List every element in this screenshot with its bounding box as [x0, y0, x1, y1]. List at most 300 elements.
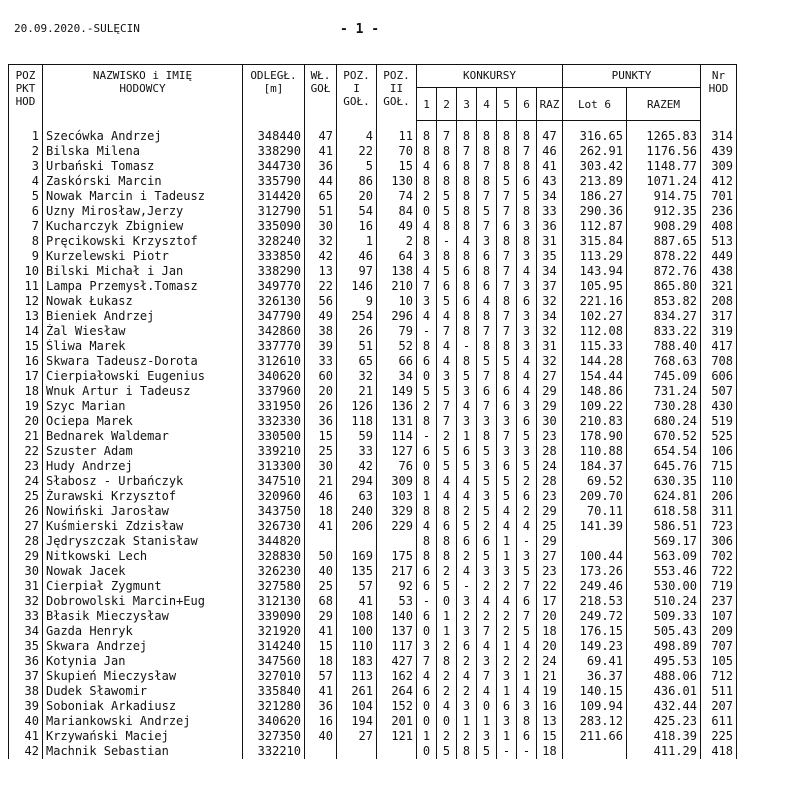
- cell-k3: 8: [457, 354, 477, 369]
- cell-k1: 2: [417, 399, 437, 414]
- cell-lot6: 112.08: [563, 324, 627, 339]
- cell-k5: 8: [497, 339, 517, 354]
- cell-name: Nowiński Jarosław: [43, 504, 243, 519]
- cell-k4: 5: [477, 444, 497, 459]
- cell-lot6: 221.16: [563, 294, 627, 309]
- cell-k4: 6: [477, 249, 497, 264]
- table-row: [9, 654, 737, 669]
- cell-pos1: 294: [337, 474, 377, 489]
- cell-k3: 8: [457, 309, 477, 324]
- cell-nr-hod: 412: [701, 174, 737, 189]
- cell-razem: 654.54: [627, 444, 701, 459]
- cell-k2: 2: [437, 429, 457, 444]
- cell-k3: 3: [457, 384, 477, 399]
- cell-lot6: 105.95: [563, 279, 627, 294]
- cell-birds: 15: [305, 429, 337, 444]
- cell-distance: 335840: [243, 684, 305, 699]
- col-header-poz-text: POZ PKT HOD: [15, 69, 36, 108]
- col-header-dist-text: ODLEGŁ. [m]: [250, 69, 297, 95]
- cell-position: 9: [9, 249, 43, 264]
- cell-pos2: 92: [377, 579, 417, 594]
- cell-pos1: 126: [337, 399, 377, 414]
- table-row: [9, 714, 737, 729]
- cell-k6: 2: [517, 654, 537, 669]
- cell-position: 33: [9, 609, 43, 624]
- cell-name: Kurzelewski Piotr: [43, 249, 243, 264]
- cell-lot6: [563, 534, 627, 549]
- cell-k6: 6: [517, 489, 537, 504]
- cell-birds: 18: [305, 654, 337, 669]
- cell-pos2: 264: [377, 684, 417, 699]
- cell-pos2: 121: [377, 729, 417, 744]
- cell-position: 25: [9, 489, 43, 504]
- cell-position: 24: [9, 474, 43, 489]
- cell-k6: 2: [517, 504, 537, 519]
- cell-k1: 3: [417, 294, 437, 309]
- cell-nr-hod: 719: [701, 579, 737, 594]
- cell-k5: 7: [497, 264, 517, 279]
- cell-name: Bilski Michał i Jan: [43, 264, 243, 279]
- cell-kraz: 15: [537, 729, 563, 744]
- table-row: [9, 459, 737, 474]
- cell-pos2: 175: [377, 549, 417, 564]
- cell-k2: 5: [437, 459, 457, 474]
- cell-nr-hod: 606: [701, 369, 737, 384]
- col-header-dist: [243, 65, 305, 121]
- cell-k2: 5: [437, 384, 457, 399]
- cell-k4: 7: [477, 219, 497, 234]
- cell-k2: 7: [437, 399, 457, 414]
- table-row: [9, 549, 737, 564]
- cell-k2: 5: [437, 204, 457, 219]
- cell-birds: 18: [305, 504, 337, 519]
- cell-pos1: 20: [337, 189, 377, 204]
- cell-k6: 6: [517, 174, 537, 189]
- cell-position: 7: [9, 219, 43, 234]
- cell-name: Bednarek Waldemar: [43, 429, 243, 444]
- cell-k2: 3: [437, 369, 457, 384]
- cell-k5: 3: [497, 714, 517, 729]
- cell-k4: 3: [477, 234, 497, 249]
- cell-k1: 8: [417, 414, 437, 429]
- table-row: [9, 579, 737, 594]
- cell-k6: 3: [517, 279, 537, 294]
- cell-lot6: 113.29: [563, 249, 627, 264]
- cell-razem: 1176.56: [627, 144, 701, 159]
- cell-razem: 731.24: [627, 384, 701, 399]
- cell-name: Zaskórski Marcin: [43, 174, 243, 189]
- col-header-konkursy: KONKURSY: [417, 65, 563, 88]
- cell-name: Cierpiał Zygmunt: [43, 579, 243, 594]
- cell-lot6: 69.41: [563, 654, 627, 669]
- cell-kraz: 18: [537, 744, 563, 759]
- cell-pos1: 240: [337, 504, 377, 519]
- cell-distance: 312610: [243, 354, 305, 369]
- cell-k4: 7: [477, 369, 497, 384]
- cell-k2: 8: [437, 534, 457, 549]
- cell-distance: 326730: [243, 519, 305, 534]
- cell-pos2: [377, 744, 417, 759]
- cell-k2: 7: [437, 121, 457, 145]
- cell-pos2: 15: [377, 159, 417, 174]
- cell-lot6: 176.15: [563, 624, 627, 639]
- cell-birds: 36: [305, 159, 337, 174]
- cell-razem: 833.22: [627, 324, 701, 339]
- cell-position: 22: [9, 444, 43, 459]
- cell-birds: 40: [305, 729, 337, 744]
- cell-nr-hod: 306: [701, 534, 737, 549]
- cell-k6: 3: [517, 324, 537, 339]
- cell-lot6: 209.70: [563, 489, 627, 504]
- cell-razem: 505.43: [627, 624, 701, 639]
- cell-kraz: 22: [537, 579, 563, 594]
- cell-k2: 8: [437, 219, 457, 234]
- cell-kraz: 27: [537, 369, 563, 384]
- cell-birds: 21: [305, 474, 337, 489]
- cell-lot6: 303.42: [563, 159, 627, 174]
- cell-k4: 4: [477, 639, 497, 654]
- cell-k4: 8: [477, 144, 497, 159]
- cell-k5: 8: [497, 121, 517, 145]
- cell-nr-hod: 701: [701, 189, 737, 204]
- cell-pos1: 135: [337, 564, 377, 579]
- cell-pos1: 63: [337, 489, 377, 504]
- cell-name: Skwara Andrzej: [43, 639, 243, 654]
- cell-pos2: 2: [377, 234, 417, 249]
- cell-k1: 6: [417, 354, 437, 369]
- cell-position: 18: [9, 384, 43, 399]
- results-body: [9, 121, 737, 760]
- cell-nr-hod: 105: [701, 654, 737, 669]
- cell-distance: 337960: [243, 384, 305, 399]
- cell-position: 4: [9, 174, 43, 189]
- cell-k2: 5: [437, 189, 457, 204]
- cell-kraz: 29: [537, 384, 563, 399]
- cell-k5: 6: [497, 219, 517, 234]
- cell-name: Cierpiałowski Eugenius: [43, 369, 243, 384]
- cell-distance: 321920: [243, 624, 305, 639]
- cell-birds: 39: [305, 339, 337, 354]
- cell-lot6: 112.87: [563, 219, 627, 234]
- cell-pos1: 169: [337, 549, 377, 564]
- table-row: [9, 339, 737, 354]
- cell-razem: 510.24: [627, 594, 701, 609]
- cell-name: Soboniak Arkadiusz: [43, 699, 243, 714]
- cell-name: Śliwa Marek: [43, 339, 243, 354]
- cell-razem: 432.44: [627, 699, 701, 714]
- col-header-wl: [305, 65, 337, 121]
- cell-name: Dobrowolski Marcin+Eug: [43, 594, 243, 609]
- cell-birds: [305, 534, 337, 549]
- cell-nr-hod: 715: [701, 459, 737, 474]
- cell-k6: 5: [517, 429, 537, 444]
- cell-k3: 5: [457, 459, 477, 474]
- cell-k5: 1: [497, 639, 517, 654]
- cell-pos2: 76: [377, 459, 417, 474]
- cell-k3: 2: [457, 729, 477, 744]
- cell-lot6: 184.37: [563, 459, 627, 474]
- cell-birds: 68: [305, 594, 337, 609]
- cell-k6: 4: [517, 384, 537, 399]
- cell-k2: 1: [437, 624, 457, 639]
- cell-distance: 339210: [243, 444, 305, 459]
- table-row: [9, 121, 737, 145]
- cell-kraz: 29: [537, 399, 563, 414]
- cell-pos1: 57: [337, 579, 377, 594]
- cell-k1: 4: [417, 159, 437, 174]
- cell-birds: 33: [305, 354, 337, 369]
- cell-pos1: 54: [337, 204, 377, 219]
- cell-k4: 5: [477, 549, 497, 564]
- cell-razem: 624.81: [627, 489, 701, 504]
- cell-k6: 6: [517, 294, 537, 309]
- cell-pos1: 254: [337, 309, 377, 324]
- cell-k5: 1: [497, 534, 517, 549]
- cell-name: Uzny Mirosław,Jerzy: [43, 204, 243, 219]
- cell-lot6: 173.26: [563, 564, 627, 579]
- cell-k3: 3: [457, 624, 477, 639]
- cell-pos2: 152: [377, 699, 417, 714]
- cell-k2: 8: [437, 549, 457, 564]
- cell-razem: 878.22: [627, 249, 701, 264]
- cell-pos1: 104: [337, 699, 377, 714]
- cell-position: 38: [9, 684, 43, 699]
- cell-razem: 495.53: [627, 654, 701, 669]
- cell-birds: 41: [305, 519, 337, 534]
- cell-k2: 0: [437, 594, 457, 609]
- cell-distance: 327010: [243, 669, 305, 684]
- cell-k2: 5: [437, 444, 457, 459]
- cell-pos2: 11: [377, 121, 417, 145]
- cell-k4: 3: [477, 414, 497, 429]
- cell-k5: 1: [497, 729, 517, 744]
- cell-nr-hod: 206: [701, 489, 737, 504]
- cell-pos2: 79: [377, 324, 417, 339]
- cell-k3: 2: [457, 684, 477, 699]
- cell-distance: 328830: [243, 549, 305, 564]
- cell-k6: 6: [517, 594, 537, 609]
- cell-nr-hod: 236: [701, 204, 737, 219]
- cell-name: Szecówka Andrzej: [43, 121, 243, 145]
- cell-pos1: 21: [337, 384, 377, 399]
- cell-k4: 5: [477, 204, 497, 219]
- cell-lot6: 315.84: [563, 234, 627, 249]
- cell-k1: 0: [417, 744, 437, 759]
- cell-distance: 332210: [243, 744, 305, 759]
- cell-nr-hod: 311: [701, 504, 737, 519]
- cell-lot6: 210.83: [563, 414, 627, 429]
- cell-kraz: 19: [537, 684, 563, 699]
- cell-k1: 6: [417, 579, 437, 594]
- cell-k2: -: [437, 234, 457, 249]
- cell-razem: 865.80: [627, 279, 701, 294]
- cell-k4: 8: [477, 429, 497, 444]
- cell-lot6: 148.86: [563, 384, 627, 399]
- cell-k3: 2: [457, 504, 477, 519]
- cell-position: 23: [9, 459, 43, 474]
- cell-pos1: 16: [337, 219, 377, 234]
- cell-name: Nitkowski Lech: [43, 549, 243, 564]
- cell-nr-hod: 519: [701, 414, 737, 429]
- cell-birds: 41: [305, 684, 337, 699]
- cell-lot6: 109.22: [563, 399, 627, 414]
- cell-lot6: 70.11: [563, 504, 627, 519]
- cell-k2: 7: [437, 414, 457, 429]
- table-row: [9, 309, 737, 324]
- cell-k6: 6: [517, 729, 537, 744]
- cell-k6: 3: [517, 399, 537, 414]
- cell-name: Błasik Mieczysław: [43, 609, 243, 624]
- cell-k5: 8: [497, 234, 517, 249]
- cell-name: Jędryszczak Stanisław: [43, 534, 243, 549]
- cell-kraz: 41: [537, 159, 563, 174]
- table-row: [9, 729, 737, 744]
- cell-position: 1: [9, 121, 43, 145]
- cell-k1: -: [417, 594, 437, 609]
- cell-k1: 2: [417, 189, 437, 204]
- cell-position: 30: [9, 564, 43, 579]
- cell-k2: 1: [437, 609, 457, 624]
- cell-pos1: 9: [337, 294, 377, 309]
- cell-razem: 1071.24: [627, 174, 701, 189]
- cell-lot6: 149.23: [563, 639, 627, 654]
- cell-kraz: 25: [537, 519, 563, 534]
- cell-birds: 13: [305, 264, 337, 279]
- cell-kraz: 35: [537, 249, 563, 264]
- cell-k2: 6: [437, 159, 457, 174]
- table-row: [9, 744, 737, 759]
- cell-k4: 7: [477, 669, 497, 684]
- cell-k5: 8: [497, 144, 517, 159]
- cell-k3: 5: [457, 519, 477, 534]
- cell-k1: 8: [417, 534, 437, 549]
- cell-k4: 6: [477, 279, 497, 294]
- col-header-razem: RAZEM: [627, 88, 701, 121]
- cell-k3: 6: [457, 294, 477, 309]
- cell-nr-hod: 513: [701, 234, 737, 249]
- cell-position: 27: [9, 519, 43, 534]
- cell-distance: 342860: [243, 324, 305, 339]
- cell-birds: 50: [305, 549, 337, 564]
- cell-k5: 2: [497, 624, 517, 639]
- cell-name: Żurawski Krzysztof: [43, 489, 243, 504]
- cell-lot6: 262.91: [563, 144, 627, 159]
- cell-k5: 2: [497, 609, 517, 624]
- cell-pos2: 70: [377, 144, 417, 159]
- cell-k5: 5: [497, 354, 517, 369]
- cell-razem: 914.75: [627, 189, 701, 204]
- cell-k6: 8: [517, 234, 537, 249]
- cell-pos1: [337, 534, 377, 549]
- cell-pos2: 329: [377, 504, 417, 519]
- cell-birds: 42: [305, 249, 337, 264]
- cell-k6: 3: [517, 309, 537, 324]
- cell-pos1: [337, 744, 377, 759]
- cell-lot6: 102.27: [563, 309, 627, 324]
- cell-pos2: 52: [377, 339, 417, 354]
- cell-k2: 8: [437, 144, 457, 159]
- table-row: [9, 594, 737, 609]
- cell-k4: 6: [477, 384, 497, 399]
- cell-nr-hod: 430: [701, 399, 737, 414]
- cell-lot6: 186.27: [563, 189, 627, 204]
- cell-position: 16: [9, 354, 43, 369]
- cell-k3: 4: [457, 489, 477, 504]
- cell-k6: 3: [517, 549, 537, 564]
- cell-k1: 1: [417, 489, 437, 504]
- cell-lot6: 100.44: [563, 549, 627, 564]
- cell-lot6: 316.65: [563, 121, 627, 145]
- cell-k5: 4: [497, 519, 517, 534]
- cell-pos1: 5: [337, 159, 377, 174]
- cell-lot6: 249.46: [563, 579, 627, 594]
- cell-pos2: 309: [377, 474, 417, 489]
- cell-position: 41: [9, 729, 43, 744]
- cell-k6: 4: [517, 684, 537, 699]
- table-row: [9, 519, 737, 534]
- cell-k3: 8: [457, 219, 477, 234]
- cell-k4: 4: [477, 294, 497, 309]
- cell-name: Dudek Sławomir: [43, 684, 243, 699]
- cell-k4: 1: [477, 714, 497, 729]
- cell-birds: 46: [305, 489, 337, 504]
- cell-k3: 4: [457, 474, 477, 489]
- col-header-nr: [701, 65, 737, 121]
- cell-kraz: 31: [537, 234, 563, 249]
- cell-nr-hod: 439: [701, 144, 737, 159]
- cell-razem: 509.33: [627, 609, 701, 624]
- cell-lot6: 154.44: [563, 369, 627, 384]
- cell-k2: 8: [437, 174, 457, 189]
- cell-razem: 1265.83: [627, 121, 701, 145]
- cell-birds: 40: [305, 564, 337, 579]
- cell-kraz: 47: [537, 121, 563, 145]
- cell-nr-hod: 722: [701, 564, 737, 579]
- cell-birds: 49: [305, 309, 337, 324]
- cell-k4: 2: [477, 609, 497, 624]
- cell-birds: 16: [305, 714, 337, 729]
- cell-k5: 1: [497, 549, 517, 564]
- cell-name: Żal Wiesław: [43, 324, 243, 339]
- cell-pos1: 33: [337, 444, 377, 459]
- cell-pos1: 118: [337, 414, 377, 429]
- table-row: [9, 189, 737, 204]
- cell-lot6: 36.37: [563, 669, 627, 684]
- cell-lot6: 211.66: [563, 729, 627, 744]
- cell-k5: 7: [497, 279, 517, 294]
- cell-distance: 321280: [243, 699, 305, 714]
- cell-k4: 7: [477, 324, 497, 339]
- cell-lot6: 249.72: [563, 609, 627, 624]
- cell-position: 40: [9, 714, 43, 729]
- cell-nr-hod: 107: [701, 609, 737, 624]
- cell-pos1: 261: [337, 684, 377, 699]
- cell-k6: 7: [517, 579, 537, 594]
- cell-pos2: 34: [377, 369, 417, 384]
- cell-k1: 1: [417, 729, 437, 744]
- cell-razem: 908.29: [627, 219, 701, 234]
- cell-nr-hod: 319: [701, 324, 737, 339]
- cell-position: 35: [9, 639, 43, 654]
- cell-position: 5: [9, 189, 43, 204]
- cell-razem: 569.17: [627, 534, 701, 549]
- cell-k1: 7: [417, 654, 437, 669]
- cell-k1: -: [417, 429, 437, 444]
- cell-pos2: 210: [377, 279, 417, 294]
- cell-kraz: 34: [537, 309, 563, 324]
- cell-k5: 8: [497, 369, 517, 384]
- cell-pos2: 10: [377, 294, 417, 309]
